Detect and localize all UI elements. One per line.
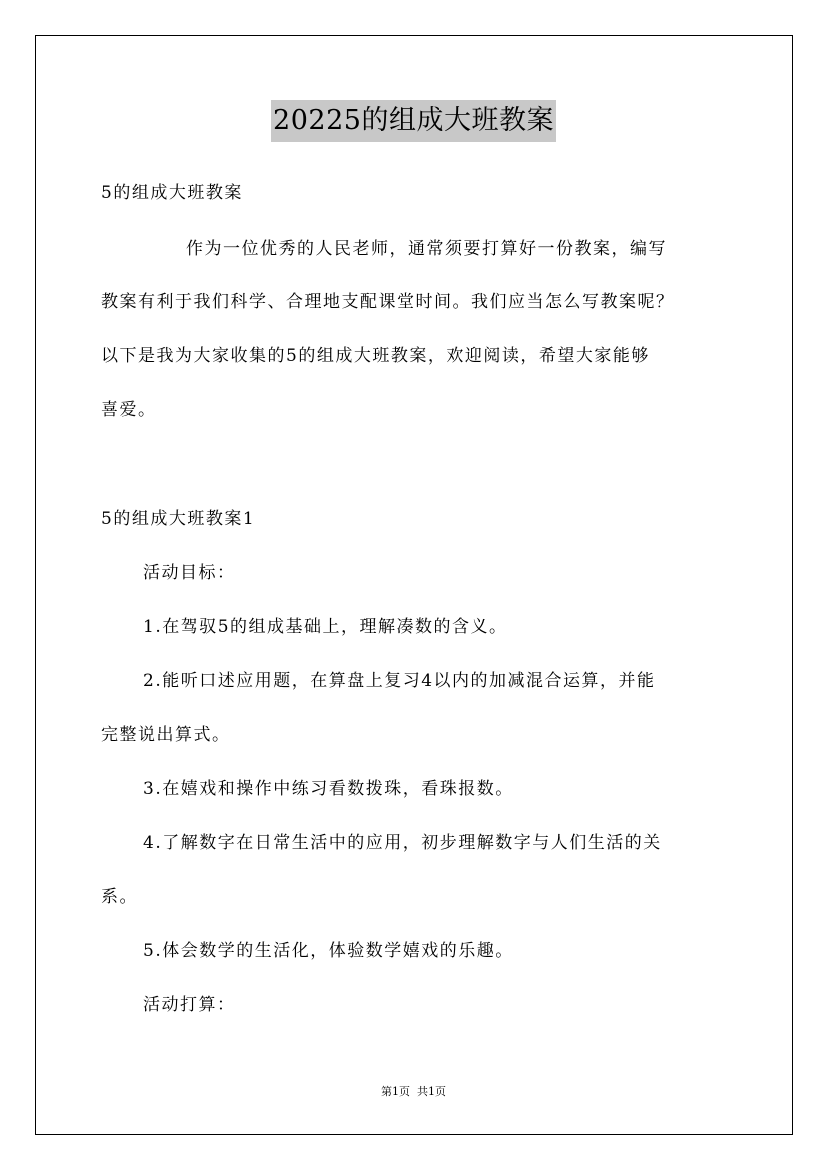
list-item: 4.了解数字在日常生活中的应用，初步理解数字与人们生活的关 (143, 833, 662, 853)
paragraph-line: 作为一位优秀的人民老师，通常须要打算好一份教案，编写 (186, 239, 667, 259)
list-item: 1.在驾驭5的组成基础上，理解凑数的含义。 (143, 617, 508, 637)
paragraph-line: 教案有利于我们科学、合理地支配课堂时间。我们应当怎么写教案呢？ (101, 292, 675, 312)
subheading: 活动目标： (143, 563, 236, 583)
subheading: 活动打算： (143, 995, 236, 1015)
list-item: 2.能听口述应用题，在算盘上复习4以内的加减混合运算，并能 (143, 671, 656, 691)
list-item-continuation: 系。 (101, 887, 138, 907)
paragraph-line: 以下是我为大家收集的5的组成大班教案，欢迎阅读，希望大家能够 (101, 346, 650, 366)
list-item: 3.在嬉戏和操作中练习看数拨珠，看珠报数。 (143, 779, 514, 799)
page-footer: 第1页 共1页 (381, 1085, 446, 1098)
section-heading: 5的组成大班教案1 (101, 509, 256, 529)
title-container (0, 100, 827, 142)
paragraph-line: 喜爱。 (101, 400, 157, 420)
section-heading: 5的组成大班教案 (101, 183, 243, 203)
list-item: 5.体会数学的生活化，体验数学嬉戏的乐趣。 (143, 941, 514, 961)
document-title: 20225的组成大班教案 (271, 100, 556, 142)
list-item-continuation: 完整说出算式。 (101, 725, 231, 745)
